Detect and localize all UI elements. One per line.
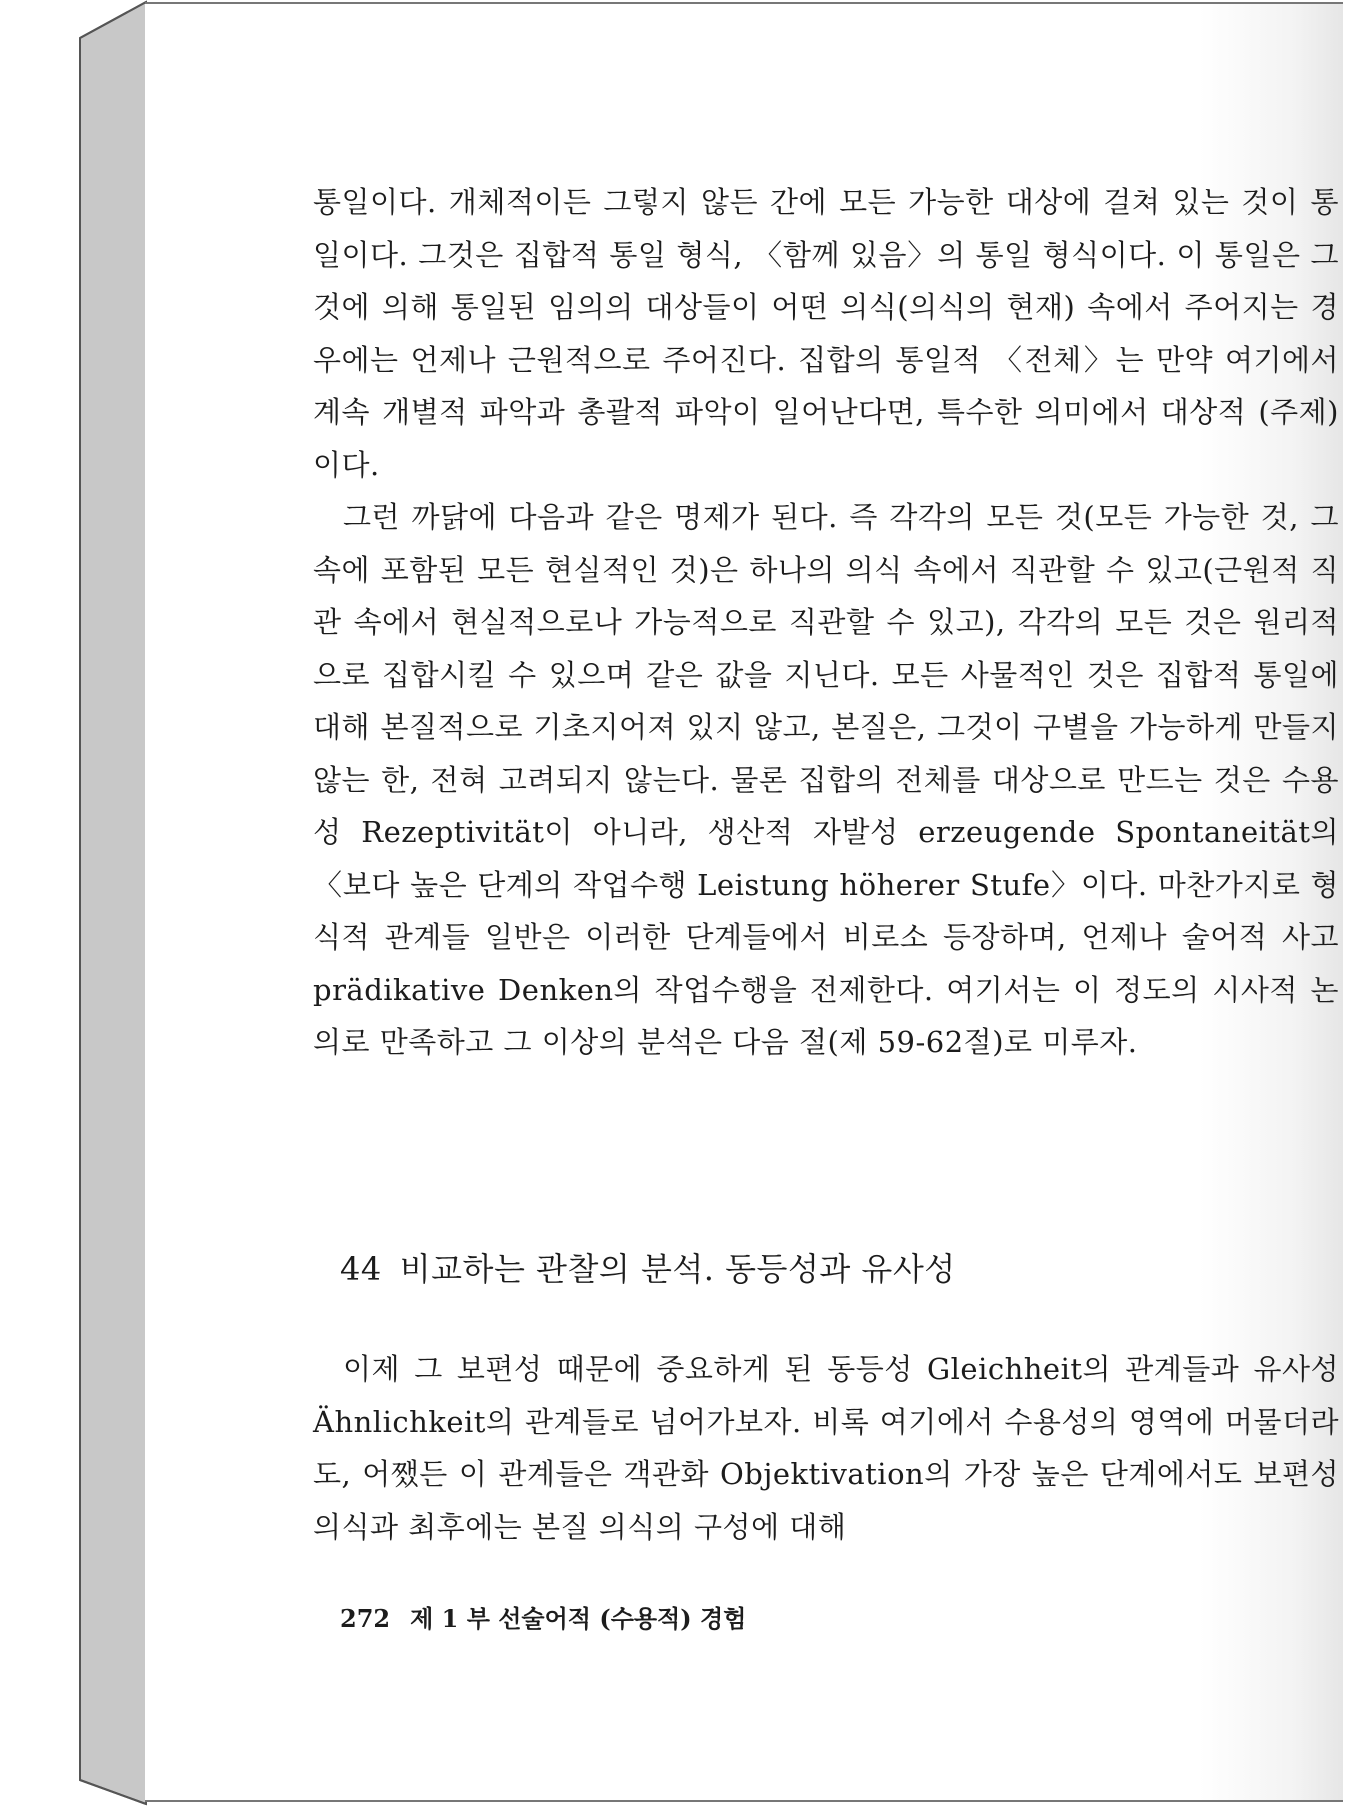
page-number: 272 xyxy=(340,1604,391,1633)
paragraph: 통일이다. 개체적이든 그렇지 않든 간에 모든 가능한 대상에 걸쳐 있는 것이 통일이다. 그것은 집합적 통일 형식, 〈함께 있음〉의 통일 형식이다. 이 통일은 그것에 의해 통일된 임의의 대상들이 어떤 의식(의식의 현재) 속에서 주어지는 경우에는 언제나 근원적으로 주어진다. 집합의 통일적 〈전체〉는 만약 여기에서 계속 개별적 파악과 총괄적 파악이 일어난다면, 특수한 의미에서 대상적 (주제)이다. xyxy=(313,185,1339,482)
paragraph: 그런 까닭에 다음과 같은 명제가 된다. 즉 각각의 모든 것(모든 가능한 것, 그 속에 포함된 모든 현실적인 것)은 하나의 의식 속에서 직관할 수 있고(근원적 직관 속에서 현실적으로나 가능적으로 직관할 수 있고), 각각의 모든 것은 원리적으로 집합시킬 수 있으며 같은 값을 지닌다. 모든 사물적인 것은 집합적 통일에 대해 본질적으로 기초지어져 있지 않고, 본질은, 그것이 구별을 가능하게 만들지 않는 한, 전혀 고려되지 않는다. 물론 집합의 전체를 대상으로 만드는 것은 수용성 Rezeptivität이 아니라, 생산적 자발성 erzeugende Spontaneität의 〈보다 높은 단계의 작업수행 Leistung höherer Stufe〉이다. 마찬가지로 형식적 관계들 일반은 이러한 단계들에서 비로소 등장하며, 언제나 술어적 사고 prädikative Denken의 작업수행을 전제한다. 여기서는 이 정도의 시사적 논의로 만족하고 그 이상의 분석은 다음 절(제 59-62절)로 미루자. xyxy=(313,500,1339,1059)
book-page xyxy=(145,2,1343,1802)
book-spine xyxy=(0,0,150,1806)
paragraph: 이제 그 보편성 때문에 중요하게 된 동등성 Gleichheit의 관계들과 유사성 Ähnlichkeit의 관계들로 넘어가보자. 비록 여기에서 수용성의 영역에 머물더라도, 어쨌든 이 관계들은 객관화 Objektivation의 가장 높은 단계에서도 보편성 의식과 최후에는 본질 의식의 구성에 대해 xyxy=(313,1352,1339,1544)
body-text xyxy=(313,176,1339,1069)
section-number: 44 xyxy=(340,1250,382,1288)
section-body-text xyxy=(313,1343,1339,1553)
page-footer xyxy=(340,1599,746,1634)
running-title: 제 1 부 선술어적 (수용적) 경험 xyxy=(410,1604,747,1633)
section-title: 비교하는 관찰의 분석. 동등성과 유사성 xyxy=(399,1250,956,1288)
section-heading xyxy=(340,1244,956,1290)
